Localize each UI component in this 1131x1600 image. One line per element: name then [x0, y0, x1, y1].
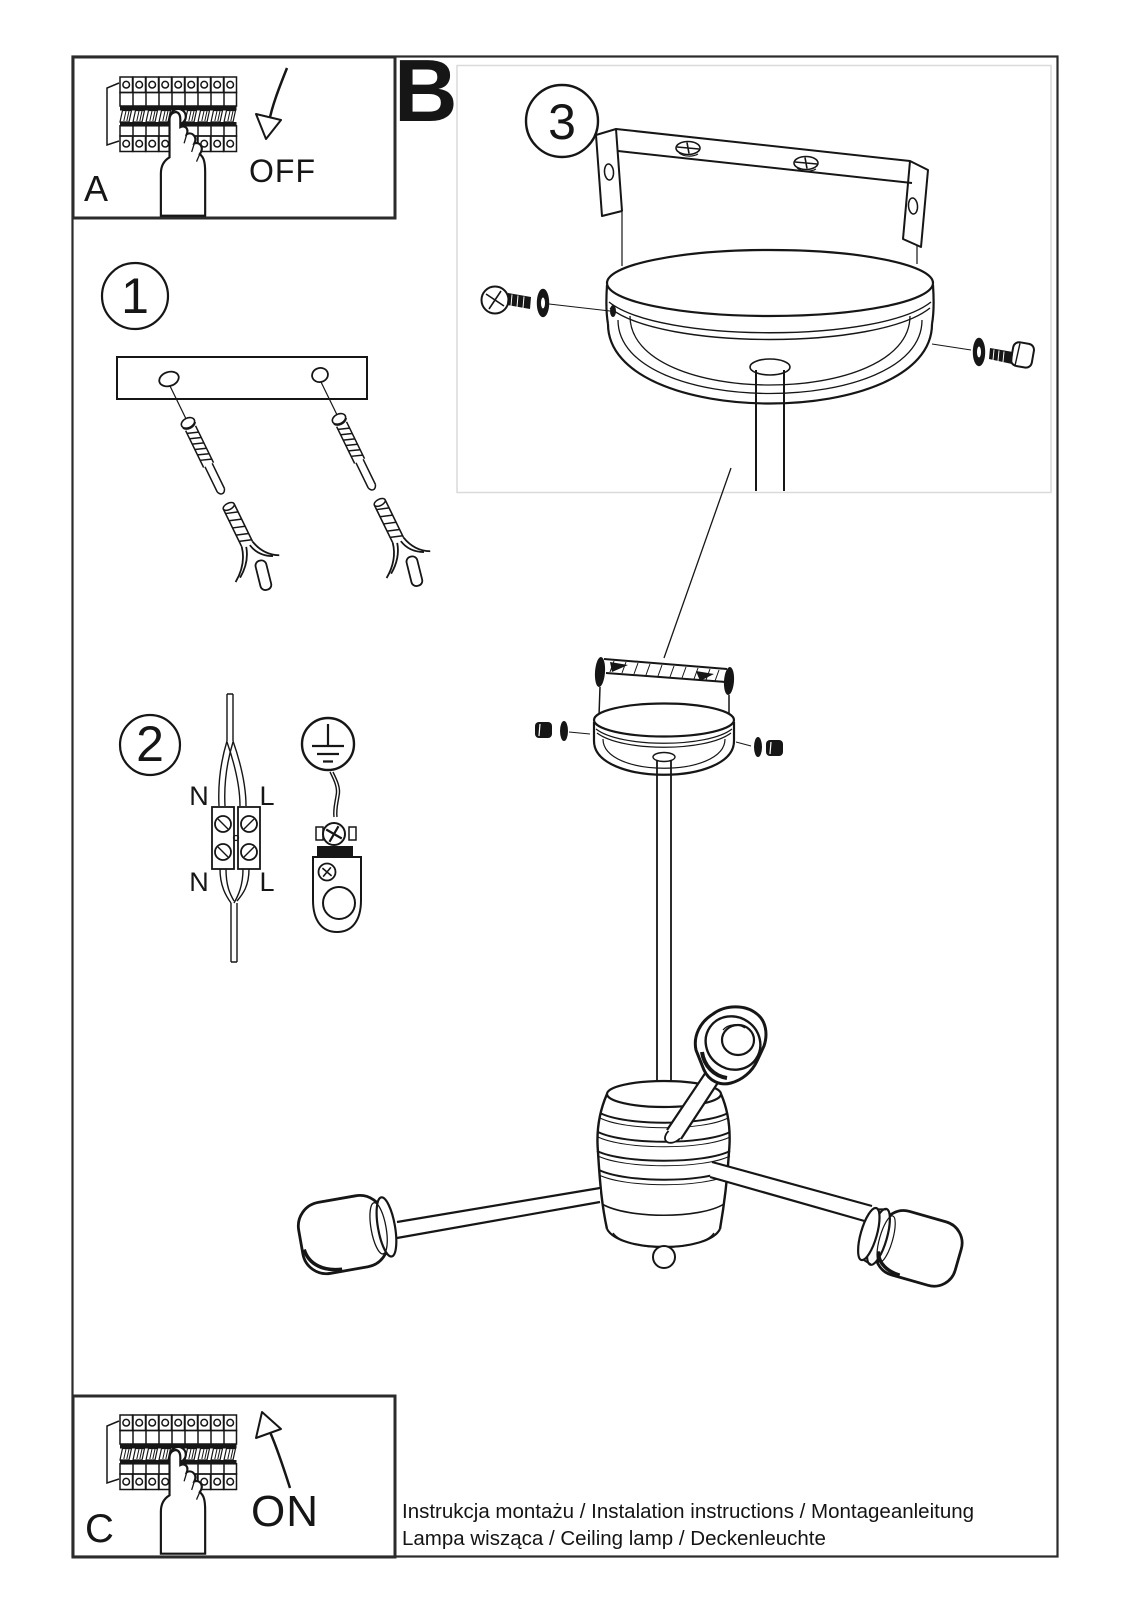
step2-drawing: [120, 694, 361, 962]
lamp-socket-right-icon: [852, 1200, 967, 1291]
neutral-label-bottom: N: [189, 867, 209, 897]
mounting-bar-icon: [117, 357, 367, 399]
curved-arrow-down-icon: [256, 68, 287, 139]
earth-symbol-icon: [302, 718, 354, 770]
ceiling-canopy-icon: [606, 250, 933, 491]
step-a-box: [73, 57, 395, 218]
lamp-arm-right-icon: [710, 1162, 872, 1222]
footer-caption: [402, 1498, 974, 1552]
screw-anchor-icon: [146, 375, 291, 601]
footer-line-1: Instrukcja montażu / Instalation instructions / Montageanleitung: [402, 1500, 975, 1523]
ground-clamp-icon: [313, 772, 361, 932]
step-c-label: C: [85, 1507, 114, 1551]
footer-line-2: Lampa wisząca / Ceiling lamp / Deckenleuchte: [402, 1527, 826, 1550]
screw-anchor-icon: [297, 371, 442, 597]
step-3-number: 3: [548, 94, 576, 150]
step1-drawing: [102, 263, 442, 602]
step-b-label: B: [394, 41, 458, 140]
step-a-label: A: [84, 168, 109, 209]
live-label-bottom: L: [259, 867, 275, 897]
mounting-bracket-icon: [596, 129, 928, 266]
step-c-box: [73, 1396, 395, 1557]
lamp-socket-top-icon: [695, 1006, 771, 1084]
lamp-body-icon: [295, 1006, 968, 1292]
step3-drawing: [482, 85, 1035, 491]
curved-arrow-up-icon: [256, 1412, 290, 1488]
lamp-arm-left-icon: [397, 1188, 600, 1238]
canopy-screw-left-icon: [482, 287, 617, 318]
lamp-socket-left-icon: [295, 1190, 402, 1277]
live-label-top: L: [259, 781, 275, 811]
wire-terminal-icon: [212, 694, 260, 962]
leader-line: [664, 468, 731, 658]
canopy-screw-right-icon: [932, 339, 1035, 369]
on-label: ON: [251, 1487, 319, 1536]
lamp-rod: [657, 760, 671, 1090]
assembly-screw-left-icon: [535, 721, 590, 741]
off-label: OFF: [249, 153, 316, 189]
assembly-screw-right-icon: [736, 737, 783, 757]
neutral-label-top: N: [189, 781, 209, 811]
step-2-number: 2: [136, 716, 164, 772]
step-1-number: 1: [121, 268, 149, 324]
lamp-finial-knob: [653, 1246, 675, 1268]
